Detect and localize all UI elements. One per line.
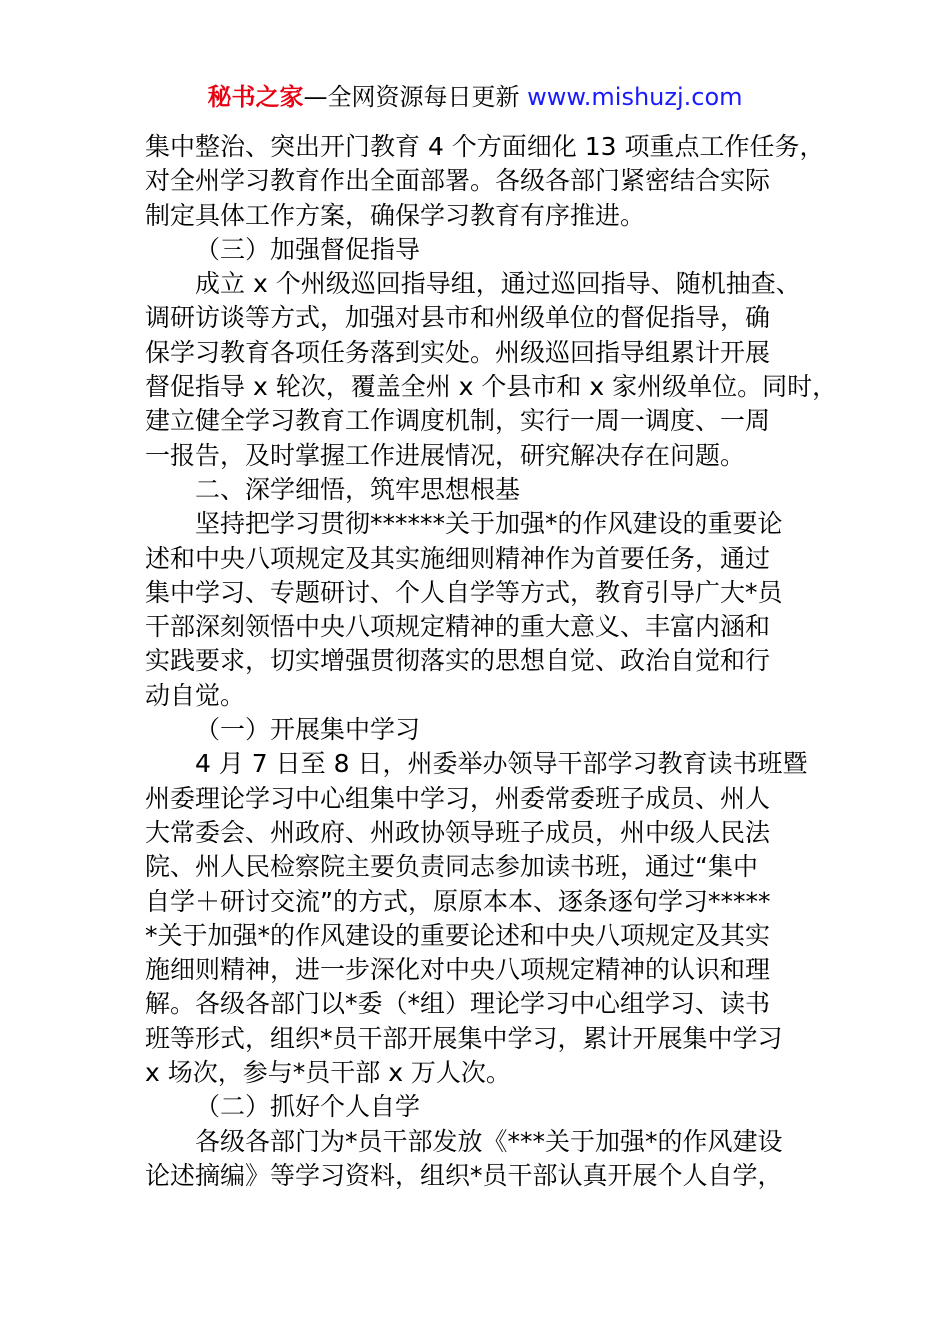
text-line: 自学＋研讨交流”的方式，原原本本、逐条逐句学习*****	[145, 886, 771, 916]
site-header	[0, 80, 950, 114]
text-line: 4 月 7 日至 8 日，州委举办领导干部学习教育读书班暨	[195, 749, 808, 779]
text-line: 施细则精神，进一步深化对中央八项规定精神的认识和理	[145, 955, 771, 985]
text-line: 调研访谈等方式，加强对县市和州级单位的督促指导，确	[145, 303, 771, 333]
text-line: 院、州人民检察院主要负责同志参加读书班，通过“集中	[145, 852, 758, 882]
text-line: 坚持把学习贯彻******关于加强*的作风建设的重要论	[195, 509, 783, 539]
text-line: 制定具体工作方案，确保学习教育有序推进。	[145, 200, 646, 230]
text-line: 保学习教育各项任务落到实处。州级巡回指导组累计开展	[145, 337, 771, 367]
text-line: 干部深刻领悟中央八项规定精神的重大意义、丰富内涵和	[145, 612, 771, 642]
text-line: 各级各部门为*员干部发放《***关于加强*的作风建设	[195, 1126, 783, 1156]
text-line: （二）抓好个人自学	[195, 1092, 421, 1122]
text-line: 述和中央八项规定及其实施细则精神作为首要任务，通过	[145, 543, 771, 573]
text-line: 班等形式，组织*员干部开展集中学习，累计开展集中学习	[145, 1023, 783, 1053]
text-line: 大常委会、州政府、州政协领导班子成员，州中级人民法	[145, 817, 771, 847]
text-line: 论述摘编》等学习资料，组织*员干部认真开展个人自学，	[145, 1160, 783, 1190]
text-line: 解。各级各部门以*委（*组）理论学习中心组学习、读书	[145, 989, 771, 1019]
header-slogan: —全网资源每日更新	[303, 83, 520, 111]
brand-name: 秘书之家	[207, 83, 304, 111]
text-line: *关于加强*的作风建设的重要论述和中央八项规定及其实	[145, 920, 771, 950]
text-line: 对全州学习教育作出全面部署。各级各部门紧密结合实际	[145, 166, 771, 196]
text-line: 实践要求，切实增强贯彻落实的思想自觉、政治自觉和行	[145, 646, 771, 676]
text-line: 一报告，及时掌握工作进展情况，研究解决存在问题。	[145, 440, 746, 470]
text-line: 州委理论学习中心组集中学习，州委常委班子成员、州人	[145, 783, 771, 813]
text-line: x 场次，参与*员干部 x 万人次。	[145, 1058, 511, 1088]
text-line: 成立 x 个州级巡回指导组，通过巡回指导、随机抽查、	[195, 269, 801, 299]
text-line: （三）加强督促指导	[195, 234, 421, 264]
document-body	[145, 130, 838, 1193]
text-line: 二、深学细悟，筑牢思想根基	[195, 474, 521, 504]
text-line: 督促指导 x 轮次，覆盖全州 x 个县市和 x 家州级单位。同时，	[145, 372, 838, 402]
text-line: 动自觉。	[145, 680, 246, 710]
text-line: 建立健全学习教育工作调度机制，实行一周一调度、一周	[145, 406, 771, 436]
text-line: 集中学习、专题研讨、个人自学等方式，教育引导广大*员	[145, 577, 783, 607]
text-line: （一）开展集中学习	[195, 715, 421, 745]
site-url: www.mishuzj.com	[527, 83, 743, 111]
text-line: 集中整治、突出开门教育 4 个方面细化 13 项重点工作任务，	[145, 132, 825, 161]
